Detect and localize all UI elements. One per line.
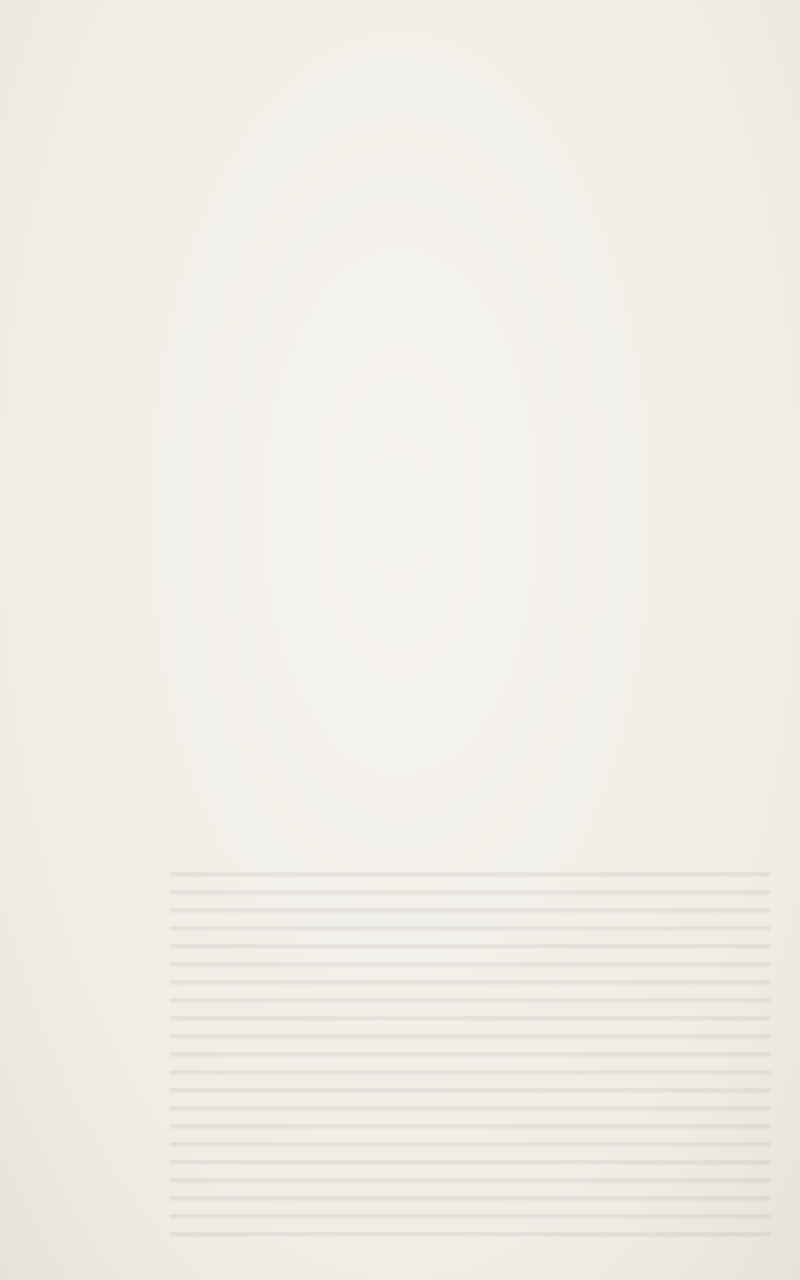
bleed-through-texture	[170, 860, 770, 1250]
